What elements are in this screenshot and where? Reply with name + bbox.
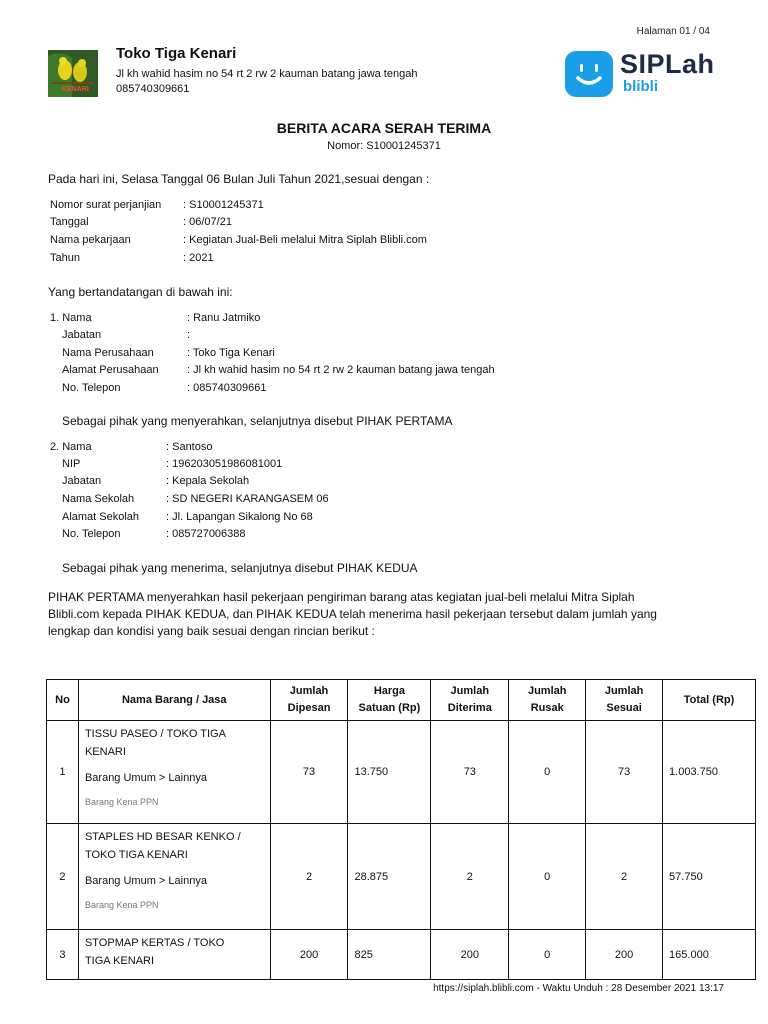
document-number: Nomor: S10001245371	[327, 140, 441, 152]
signatories-intro: Yang bertandatangan di bawah ini:	[48, 285, 233, 299]
header-price: Harga Satuan (Rp)	[348, 680, 431, 721]
table-row: 1 TISSU PASEO / TOKO TIGA KENARI Barang Umum > Lainnya Barang Kena PPN 73 13.750 73 0 73 1.003.750	[47, 721, 756, 824]
store-logo	[48, 50, 98, 97]
party-two-row: Jabatan : Kepala Sekolah	[62, 475, 250, 487]
statement-line: lengkap dan kondisi yang baik sesuai dengan rincian berikut :	[48, 624, 375, 638]
party-two-role: Sebagai pihak yang menerima, selanjutnya disebut PIHAK KEDUA	[62, 561, 418, 575]
agreement-row: Nama pekarjaan : Kegiatan Jual-Beli melalui Mitra Siplah Blibli.com	[50, 234, 427, 246]
party-two-row: Nama Sekolah : SD NEGERI KARANGASEM 06	[62, 493, 329, 505]
item-name-cell: STOPMAP KERTAS / TOKO TIGA KENARI	[78, 930, 270, 980]
table-row: 2 STAPLES HD BESAR KENKO / TOKO TIGA KENARI Barang Umum > Lainnya Barang Kena PPN 2 28.875 2 0 2 57.750	[47, 824, 756, 930]
items-table	[46, 679, 756, 980]
siplah-blibli-logo	[565, 48, 725, 98]
header-no: No	[47, 680, 79, 721]
item-tax-label: Barang Kena PPN	[84, 797, 159, 807]
store-phone: 085740309661	[116, 83, 190, 95]
header-ordered: Jumlah Dipesan	[270, 680, 348, 721]
store-address: Jl kh wahid hasim no 54 rt 2 rw 2 kauman batang jawa tengah	[116, 68, 418, 80]
header-name: Nama Barang / Jasa	[78, 680, 270, 721]
table-row: 3 STOPMAP KERTAS / TOKO TIGA KENARI 200 825 200 0 200 165.000	[47, 930, 756, 980]
footer-download-info: https://siplah.blibli.com - Waktu Unduh : 28 Desember 2021 13:17	[433, 983, 724, 994]
statement-line: Blibli.com kepada PIHAK KEDUA, dan PIHAK KEDUA telah menerima hasil pekerjaan tersebut dalam jumlah yang	[48, 607, 657, 621]
party-one-row: Alamat Perusahaan : Jl kh wahid hasim no 54 rt 2 rw 2 kauman batang jawa tengah	[62, 364, 495, 376]
item-category: Barang Umum > Lainnya	[84, 875, 207, 887]
party-two-row: Alamat Sekolah : Jl. Lapangan Sikalong No 68	[62, 511, 313, 523]
header-matching: Jumlah Sesuai	[586, 680, 663, 721]
table-header-row	[47, 680, 756, 721]
party-one-row: No. Telepon : 085740309661	[62, 382, 267, 394]
statement-line: PIHAK PERTAMA menyerahkan hasil pekerjaan pengiriman barang atas kegiatan jual-beli melalui Mitra Siplah	[48, 590, 635, 604]
document-title: BERITA ACARA SERAH TERIMA	[276, 120, 492, 136]
party-one-row: Jabatan :	[62, 329, 191, 341]
store-logo-text: KENARI	[62, 86, 89, 93]
agreement-row: Tanggal : 06/07/21	[50, 216, 232, 228]
intro-text: Pada hari ini, Selasa Tanggal 06 Bulan Juli Tahun 2021,sesuai dengan :	[48, 172, 430, 186]
page-indicator: Halaman 01 / 04	[636, 26, 710, 37]
brand-word: SIPLah	[620, 49, 715, 79]
party-one-role: Sebagai pihak yang menyerahkan, selanjutnya disebut PIHAK PERTAMA	[62, 414, 453, 428]
party-one-row: Nama Perusahaan : Toko Tiga Kenari	[62, 347, 275, 359]
item-name-cell: TISSU PASEO / TOKO TIGA KENARI Barang Umum > Lainnya Barang Kena PPN	[78, 721, 270, 824]
header-received: Jumlah Diterima	[431, 680, 509, 721]
smile-icon	[565, 51, 613, 97]
agreement-row: Tahun : 2021	[50, 252, 214, 264]
item-name-cell: STAPLES HD BESAR KENKO / TOKO TIGA KENARI Barang Umum > Lainnya Barang Kena PPN	[78, 824, 270, 930]
party-two-row: NIP : 196203051986081001	[62, 458, 283, 470]
party-two-row: No. Telepon : 085727006388	[62, 528, 246, 540]
header-total: Total (Rp)	[663, 680, 756, 721]
party-one-row: 1. Nama : Ranu Jatmiko	[50, 312, 261, 324]
header-damaged: Jumlah Rusak	[509, 680, 586, 721]
brand-sub: blibli	[623, 78, 658, 95]
store-name: Toko Tiga Kenari	[116, 45, 237, 62]
party-two-row: 2. Nama : Santoso	[50, 441, 213, 453]
item-tax-label: Barang Kena PPN	[84, 900, 159, 910]
agreement-row: Nomor surat perjanjian : S10001245371	[50, 199, 264, 211]
item-category: Barang Umum > Lainnya	[84, 772, 207, 784]
